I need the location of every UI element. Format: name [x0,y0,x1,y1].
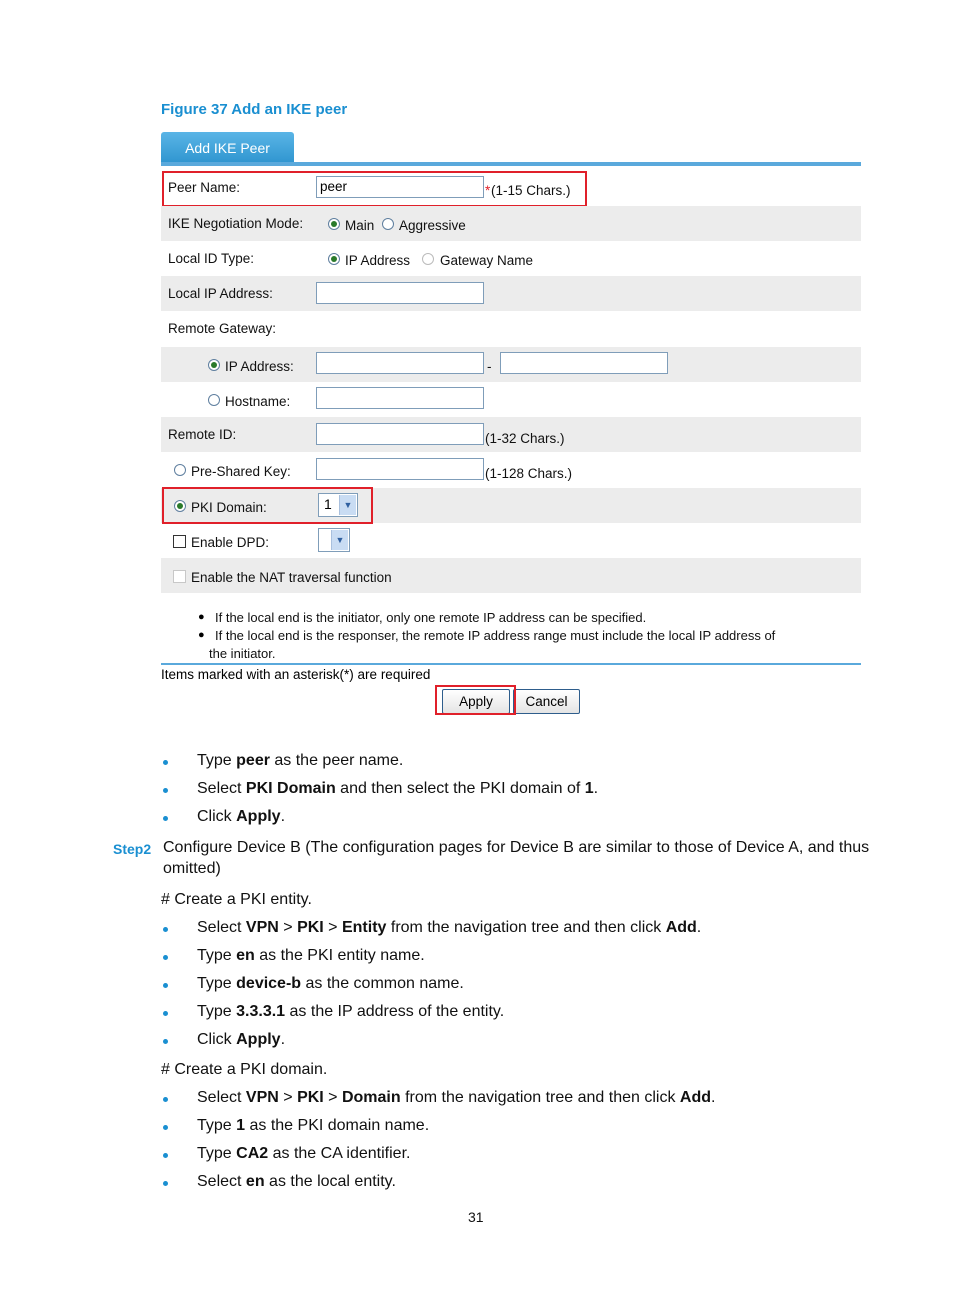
note-2: If the local end is the responser, the remote IP address range must include the local IP address of [215,628,776,643]
bullet-icon: ● [198,629,205,641]
list-item: Type 3.3.3.1 as the IP address of the entity. [197,1003,505,1020]
radio-aggressive[interactable] [382,218,394,230]
bullet-icon [163,1153,168,1158]
bullet-icon [163,1011,168,1016]
dpd-select[interactable] [318,528,350,552]
list-item: Type en as the PKI entity name. [197,947,425,964]
row-preshared-key [161,452,861,487]
row-remote-id [161,417,861,452]
negotiation-mode-label: IKE Negotiation Mode: [168,216,304,231]
bullet-icon [163,1097,168,1102]
checkbox-nat[interactable] [173,570,186,583]
remote-ip-label: IP Address: [225,359,294,374]
hostname-label: Hostname: [225,394,291,409]
row-local-ip [161,276,861,311]
bullet-icon [163,983,168,988]
checkbox-dpd[interactable] [173,535,186,548]
row-remote-gateway [161,311,861,346]
bullet-icon [163,1039,168,1044]
local-id-type-label: Local ID Type: [168,251,255,266]
highlight-peer-name [162,171,587,207]
bullet-icon: ● [198,611,205,623]
remote-id-hint: (1-32 Chars.) [485,431,565,446]
highlight-apply [435,685,516,715]
note-1: If the local end is the initiator, only one remote IP address can be specified. [215,610,647,625]
radio-ip-address[interactable] [328,253,340,265]
list-item: Select VPN > PKI > Entity from the navigation tree and then click Add. [197,919,702,936]
list-item: Select PKI Domain and then select the PKI domain of 1. [197,780,599,797]
pki-domain-value: 1 [324,496,332,512]
radio-gateway-name[interactable] [422,253,434,265]
row-remote-ip [161,347,861,382]
range-dash: - [487,359,492,374]
step-label: Step2 [113,841,152,857]
step-text-cont: omitted) [163,860,221,877]
list-item: Click Apply. [197,1031,286,1048]
list-item: Select VPN > PKI > Domain from the navigation tree and then click Add. [197,1089,716,1106]
radio-gateway-name-label: Gateway Name [440,253,534,268]
peer-name-input[interactable]: peer [316,176,484,198]
radio-remote-ip[interactable] [208,359,220,371]
apply-button[interactable]: Apply [442,689,510,714]
row-dpd [161,523,861,558]
row-nat [161,558,861,593]
peer-name-hint: (1-15 Chars.) [491,183,571,198]
required-note: Items marked with an asterisk(*) are required [161,667,431,682]
chevron-down-icon: ▼ [331,530,348,550]
section-heading: # Create a PKI domain. [161,1061,328,1078]
nat-label: Enable the NAT traversal function [191,570,392,585]
note-2-cont: the initiator. [209,646,276,661]
radio-ip-address-label: IP Address [345,253,411,268]
remote-id-input[interactable] [316,423,484,445]
preshared-key-hint: (1-128 Chars.) [485,466,573,481]
remote-id-label: Remote ID: [168,427,237,442]
step-text: Configure Device B (The configuration pages for Device B are similar to those of Device A, and thus [163,839,870,856]
remote-ip-start-input[interactable] [316,352,484,374]
list-item: Select en as the local entity. [197,1173,396,1190]
local-ip-input[interactable] [316,282,484,304]
bullet-icon [163,760,168,765]
bullet-icon [163,1125,168,1130]
tab-underline [161,162,861,166]
chevron-down-icon: ▼ [339,495,356,515]
list-item: Click Apply. [197,808,286,825]
tab-label: Add IKE Peer [185,140,270,156]
cancel-button[interactable]: Cancel [513,689,580,714]
remote-ip-end-input[interactable] [500,352,668,374]
section-heading: # Create a PKI entity. [161,891,312,908]
radio-main-label: Main [345,218,375,233]
list-item: Type CA2 as the CA identifier. [197,1145,411,1162]
bullet-icon [163,816,168,821]
row-hostname [161,382,861,417]
radio-preshared-key[interactable] [174,464,186,476]
remote-gateway-label: Remote Gateway: [168,321,277,336]
required-asterisk: * [485,183,491,198]
local-ip-label: Local IP Address: [168,286,273,301]
radio-hostname[interactable] [208,394,220,406]
tab-add-ike-peer[interactable] [161,132,294,164]
highlight-pki-domain [162,487,373,524]
list-item: Type 1 as the PKI domain name. [197,1117,430,1134]
bullet-icon [163,788,168,793]
row-local-id-type [161,241,861,276]
bullet-icon [163,927,168,932]
page-number: 31 [468,1209,484,1225]
list-item: Type peer as the peer name. [197,752,404,769]
hostname-input[interactable] [316,387,484,409]
preshared-key-label: Pre-Shared Key: [191,464,291,479]
radio-main[interactable] [328,218,340,230]
row-negotiation-mode [161,206,861,241]
figure-caption: Figure 37 Add an IKE peer [161,101,348,118]
bullet-icon [163,955,168,960]
preshared-key-input[interactable] [316,458,484,480]
dpd-label: Enable DPD: [191,535,270,550]
list-item: Type device-b as the common name. [197,975,464,992]
radio-aggressive-label: Aggressive [399,218,466,233]
peer-name-label: Peer Name: [168,180,241,195]
pki-domain-label: PKI Domain: [191,500,267,515]
divider [161,663,861,665]
bullet-icon [163,1181,168,1186]
